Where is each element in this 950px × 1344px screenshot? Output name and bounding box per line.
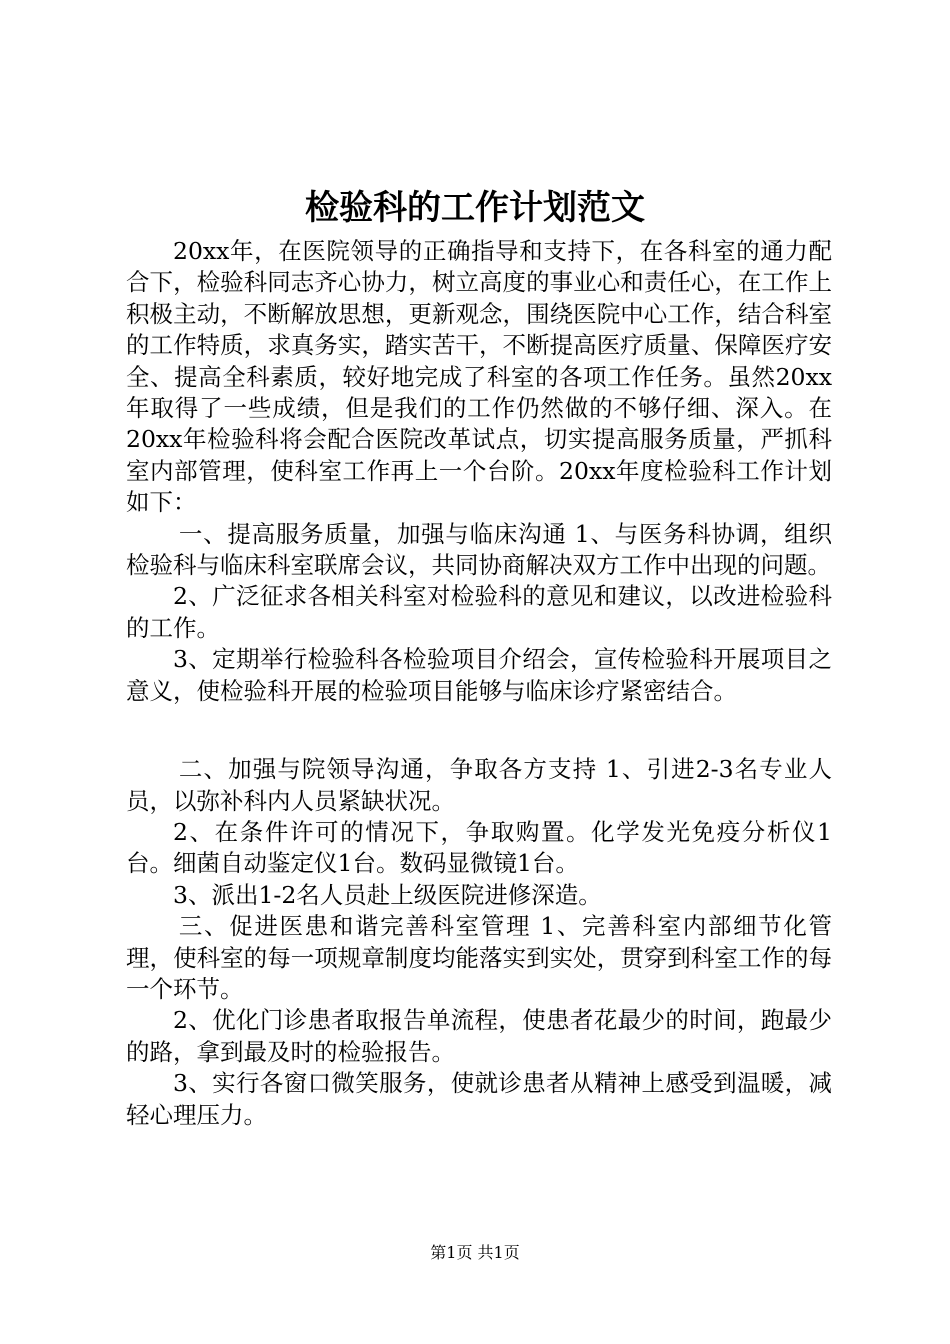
section2-paragraph-3: 3、派出1-2名人员赴上级医院进修深造。 [173,880,602,909]
section-spacer [126,707,832,754]
section2-paragraph-1: 二、加强与院领导沟通，争取各方支持 1、引进2-3名专业人员，以弥补科内人员紧缺状况。 [126,755,832,815]
section3-paragraph-3: 3、实行各窗口微笑服务，使就诊患者从精神上感受到温暖，减轻心理压力。 [126,1069,832,1129]
section1-paragraph-3: 3、定期举行检验科各检验项目介绍会，宣传检验科开展项目之意义，使检验科开展的检验项目能够与临床诊疗紧密结合。 [126,645,832,705]
page-footer: 第1页 共1页 [430,1243,520,1262]
section2-paragraph-2: 2、在条件许可的情况下，争取购置。化学发光免疫分析仪1台。细菌自动鉴定仪1台。数码显微镜1台。 [126,817,832,878]
section3-paragraph-2: 2、优化门诊患者取报告单流程，使患者花最少的时间，跑最少的路，拿到最及时的检验报告。 [126,1006,832,1066]
section3-paragraph-1: 三、促进医患和谐完善科室管理 1、完善科室内部细节化管理，使科室的每一项规章制度均能落实到实处，贯穿到科室工作的每一个环节。 [126,912,832,1003]
document-body [126,236,832,1131]
intro-paragraph: 20xx年，在医院领导的正确指导和支持下，在各科室的通力配合下，检验科同志齐心协力，树立高度的事业心和责任心，在工作上积极主动，不断解放思想，更新观念，围绕医院中心工作，结合科室的工作特质，求真务实，踏实苦干，不断提高医疗质量、保障医疗安全、提高全科素质，较好地完成了科室的各项工作任务。虽然20xx年取得了一些成绩，但是我们的工作仍然做的不够仔细、深入。在20xx年检验科将会配合医院改革试点，切实提高服务质量，严抓科室内部管理，使科室工作再上一个台阶。20xx年度检验科工作计划如下： [126,237,832,517]
section1-paragraph-1: 一、提高服务质量，加强与临床沟通 1、与医务科协调，组织检验科与临床科室联席会议，共同协商解决双方工作中出现的问题。 [126,519,832,580]
document-title: 检验科的工作计划范文 [305,188,645,228]
section1-paragraph-2: 2、广泛征求各相关科室对检验科的意见和建议，以改进检验科的工作。 [126,582,832,642]
